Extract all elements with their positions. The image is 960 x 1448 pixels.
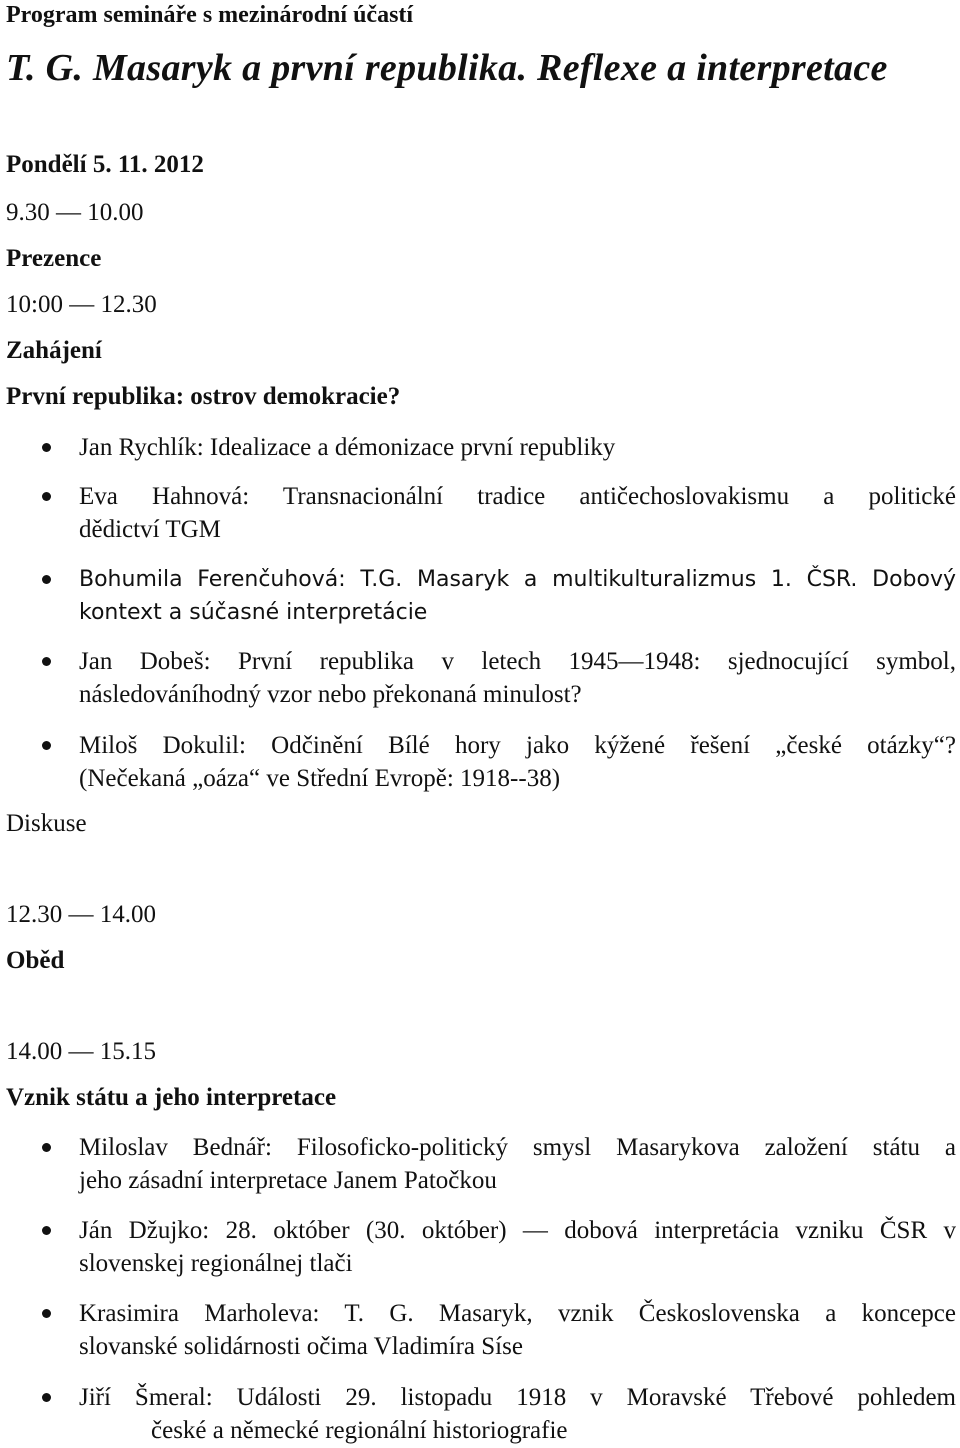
bullet-icon	[42, 443, 51, 452]
list-item-text-cont: (Nečekaná „oáza“ ve Střední Evropě: 1918--38)	[79, 765, 561, 792]
slot-2-label: Zahájení	[6, 337, 102, 364]
list-item-text: Bohumila Ferenčuhová: T.G. Masaryk a multikulturalizmus 1. ČSR. Dobový	[79, 567, 956, 592]
bullet-icon	[42, 1143, 51, 1152]
time-slot-3: 12.30 — 14.00	[6, 901, 156, 928]
bullet-icon	[42, 1393, 51, 1402]
list-item-text-cont: české a německé regionální historiografie	[151, 1417, 568, 1444]
list-item-text: Jan Dobeš: První republika v letech 1945—1948: sjednocující symbol,	[79, 648, 956, 675]
seminar-title: T. G. Masaryk a první republika. Reflexe a interpretace	[6, 47, 888, 89]
bullet-icon	[42, 741, 51, 750]
list-item-text: Miloš Dokulil: Odčinění Bílé hory jako kýžené řešení „české otázky“?	[79, 732, 956, 759]
section-title-1: První republika: ostrov demokracie?	[6, 383, 401, 410]
bullet-icon	[42, 1309, 51, 1318]
bullet-icon	[42, 657, 51, 666]
list-item-text-cont: následováníhodný vzor nebo překonaná minulost?	[79, 681, 582, 708]
list-item-text-cont: jeho zásadní interpretace Janem Patočkou	[79, 1167, 497, 1194]
bullet-icon	[42, 492, 51, 501]
list-item-text-cont: dědictví TGM	[79, 516, 221, 543]
list-item-text: Jan Rychlík: Idealizace a démonizace první republiky	[79, 434, 616, 461]
slot-1-label: Prezence	[6, 245, 102, 272]
list-item-text: Jiří Šmeral: Události 29. listopadu 1918 v Moravské Třebové pohledem	[79, 1384, 956, 1411]
list-item-text: Krasimira Marholeva: T. G. Masaryk, vznik Československa a koncepce	[79, 1300, 956, 1327]
bullet-icon	[42, 1226, 51, 1235]
list-item-text: Miloslav Bednář: Filosoficko-politický smysl Masarykova založení státu a	[79, 1134, 956, 1161]
list-item-text-cont: slovenskej regionálnej tlači	[79, 1250, 353, 1277]
slot-3-label: Oběd	[6, 947, 65, 974]
time-slot-2: 10:00 — 12.30	[6, 291, 157, 318]
program-label: Program semináře s mezinárodní účastí	[6, 2, 414, 28]
list-item-text-cont: kontext a súčasné interpretácie	[79, 600, 428, 625]
time-slot-4: 14.00 — 15.15	[6, 1038, 156, 1065]
bullet-icon	[42, 575, 51, 584]
list-item-text: Eva Hahnová: Transnacionální tradice antičechoslovakismu a politické	[79, 483, 956, 510]
discussion-label: Diskuse	[6, 810, 87, 837]
day-date: Pondělí 5. 11. 2012	[6, 151, 204, 178]
list-item-text-cont: slovanské solidárnosti očima Vladimíra Síse	[79, 1333, 523, 1360]
time-slot-1: 9.30 — 10.00	[6, 199, 144, 226]
section-title-2: Vznik státu a jeho interpretace	[6, 1084, 337, 1111]
list-item-text: Ján Džujko: 28. október (30. október) — dobová interpretácia vzniku ČSR v	[79, 1217, 956, 1244]
